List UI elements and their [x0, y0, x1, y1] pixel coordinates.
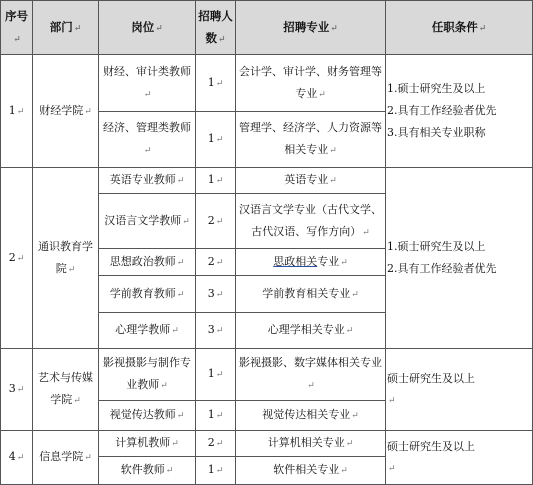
major: 汉语言文学专业（古代文学、古代汉语、写作方向）↵ [236, 194, 386, 249]
department: 财经学院↵ [33, 55, 99, 168]
count: 1↵ [196, 401, 236, 431]
requirement-item: 1.硕士研究生及以上 [387, 240, 486, 253]
row-number: 3↵ [1, 349, 33, 431]
post: 视觉传达教师↵ [99, 401, 196, 431]
department: 艺术与传媒学院↵ [33, 349, 99, 431]
major: 心理学相关专业↵ [236, 313, 386, 349]
major: 影视摄影、数字媒体相关专业↵ [236, 349, 386, 401]
post: 思想政治教师↵ [99, 249, 196, 276]
row-number: 2↵ [1, 168, 33, 349]
post: 影视摄影与制作专业教师↵ [99, 349, 196, 401]
header-major: 招聘专业↵ [236, 1, 386, 55]
header-no: 序号↵ [1, 1, 33, 55]
underlined-term: 思政相关 [273, 254, 318, 268]
major: 软件相关专业↵ [236, 457, 386, 485]
header-count: 招聘人数↵ [196, 1, 236, 55]
table-row [1, 168, 533, 194]
header-post: 岗位↵ [99, 1, 196, 55]
major: 计算机相关专业↵ [236, 431, 386, 457]
row-number: 4↵ [1, 431, 33, 485]
count: 1↵ [196, 168, 236, 194]
department: 通识教育学院↵ [33, 168, 99, 349]
requirement-item: 2.具有工作经验者优先 [387, 104, 497, 117]
count: 1↵ [196, 112, 236, 168]
major: 英语专业↵ [236, 168, 386, 194]
count: 1↵ [196, 55, 236, 112]
count: 1↵ [196, 349, 236, 401]
post: 财经、审计类教师↵ [99, 55, 196, 112]
post: 软件教师↵ [99, 457, 196, 485]
count: 2↵ [196, 194, 236, 249]
major: 视觉传达相关专业↵ [236, 401, 386, 431]
requirement-item: 2.具有工作经验者优先 [387, 262, 497, 275]
requirements: 硕士研究生及以上 ↵ [386, 431, 533, 485]
post: 学前教育教师↵ [99, 276, 196, 313]
major: 会计学、审计学、财务管理等专业↵ [236, 55, 386, 112]
post: 汉语言文学教师↵ [99, 194, 196, 249]
post: 英语专业教师↵ [99, 168, 196, 194]
requirement-item: 3.具有相关专业职称 [387, 126, 486, 139]
count: 3↵ [196, 276, 236, 313]
count: 2↵ [196, 249, 236, 276]
count: 2↵ [196, 431, 236, 457]
row-number: 1↵ [1, 55, 33, 168]
count: 1↵ [196, 457, 236, 485]
department: 信息学院↵ [33, 431, 99, 485]
table-row [1, 431, 533, 457]
major: 学前教育相关专业↵ [236, 276, 386, 313]
header-requirements: 任职条件↵ [386, 1, 533, 55]
header-dept: 部门↵ [33, 1, 99, 55]
post: 心理学教师↵ [99, 313, 196, 349]
table-row [1, 349, 533, 401]
requirement-item: 1.硕士研究生及以上 [387, 82, 486, 95]
header-row [1, 1, 533, 55]
count: 3↵ [196, 313, 236, 349]
requirements: 硕士研究生及以上 ↵ [386, 349, 533, 431]
major: 管理学、经济学、人力资源等相关专业↵ [236, 112, 386, 168]
requirements [386, 168, 533, 349]
table-row [1, 55, 533, 112]
requirements [386, 55, 533, 168]
major: 思政相关专业↵ [236, 249, 386, 276]
post: 经济、管理类教师↵ [99, 112, 196, 168]
post: 计算机教师↵ [99, 431, 196, 457]
